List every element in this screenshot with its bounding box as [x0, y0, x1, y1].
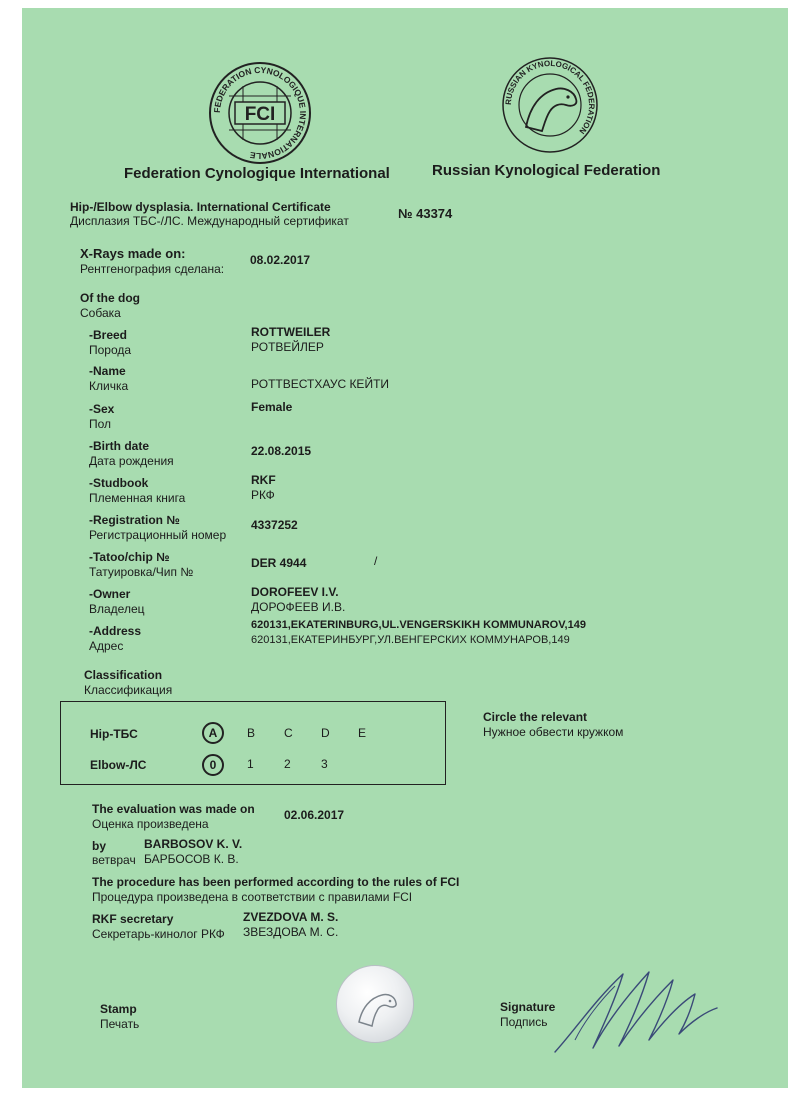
sex-label-en: -Sex — [89, 402, 115, 416]
elbow-grade-0-circled: 0 — [202, 754, 224, 776]
studbook-label-en: -Studbook — [89, 476, 149, 490]
xray-date: 08.02.2017 — [250, 253, 311, 267]
fci-logo-text: FCI — [244, 104, 276, 125]
secretary-name-en: ZVEZDOVA M. S. — [243, 910, 339, 924]
xray-label-ru: Рентгенография сделана: — [80, 262, 225, 276]
procedure-ru: Процедура произведена в соответствии с правилами FCI — [92, 890, 413, 904]
fci-logo-icon — [205, 58, 315, 168]
hip-grade-b: B — [247, 726, 256, 740]
address-value-en: 620131,EKATERINBURG,UL.VENGERSKIKH KOMMUNAROV,149 — [251, 619, 586, 631]
address-label-ru: Адрес — [89, 639, 124, 653]
stamp-label-ru: Печать — [100, 1017, 140, 1031]
hip-grade-a-circled: A — [202, 722, 224, 744]
registration-value: 4337252 — [251, 518, 298, 532]
elbow-grade-1: 1 — [247, 757, 254, 771]
birth-value: 22.08.2015 — [251, 444, 312, 458]
evaluation-date: 02.06.2017 — [284, 808, 345, 822]
sex-value: Female — [251, 400, 293, 414]
chip-value: DER 4944 — [251, 556, 307, 570]
breed-value-ru: РОТВЕЙЛЕР — [251, 340, 324, 354]
secretary-name-ru: ЗВЕЗДОВА М. С. — [243, 925, 339, 939]
owner-label-en: -Owner — [89, 587, 131, 601]
rkf-name: Russian Kynological Federation — [432, 162, 661, 179]
fci-name: Federation Cynologique International — [124, 165, 390, 182]
certificate-number: № 43374 — [398, 206, 453, 221]
classification-ru: Классификация — [84, 683, 173, 697]
hologram-dog-icon — [337, 966, 413, 1042]
evaluation-label-ru: Оценка произведена — [92, 817, 209, 831]
title-ru: Дисплазия ТБС-/ЛС. Международный сертификат — [70, 214, 349, 228]
classification-box — [60, 701, 446, 785]
registration-label-ru: Регистрационный номер — [89, 528, 227, 542]
stamp-label-en: Stamp — [100, 1002, 137, 1016]
chip-slash: / — [374, 554, 378, 568]
name-value: РОТТВЕСТХАУС КЕЙТИ — [251, 377, 390, 391]
elbow-label: Elbow-ЛС — [90, 758, 147, 772]
dog-section-ru: Собака — [80, 306, 121, 320]
elbow-grade-2: 2 — [284, 757, 291, 771]
studbook-value-ru: РКФ — [251, 488, 275, 502]
procedure-en: The procedure has been performed according to the rules of FCI — [92, 875, 460, 889]
secretary-label-ru: Секретарь-кинолог РКФ — [92, 927, 225, 941]
classification-en: Classification — [84, 668, 163, 682]
hip-label: Hip-ТБС — [90, 727, 138, 741]
by-label-en: by — [92, 839, 107, 853]
circle-note-ru: Нужное обвести кружком — [483, 725, 624, 739]
circle-note-en: Circle the relevant — [483, 710, 588, 724]
dog-section-en: Of the dog — [80, 291, 140, 305]
studbook-label-ru: Племенная книга — [89, 491, 186, 505]
breed-value-en: ROTTWEILER — [251, 325, 331, 339]
registration-label-en: -Registration № — [89, 513, 180, 527]
xray-label-en: X-Rays made on: — [80, 246, 186, 261]
hip-grade-d: D — [321, 726, 330, 740]
owner-value-en: DOROFEEV I.V. — [251, 585, 339, 599]
hologram-seal — [336, 965, 414, 1043]
owner-value-ru: ДОРОФЕЕВ И.В. — [251, 600, 346, 614]
by-label-ru: ветврач — [92, 853, 136, 867]
breed-label-ru: Порода — [89, 343, 132, 357]
handwritten-signature-icon — [545, 960, 725, 1060]
owner-label-ru: Владелец — [89, 602, 145, 616]
rkf-ring-text: RUSSIAN KYNOLOGICAL FEDERATION — [503, 58, 597, 136]
studbook-value-en: RKF — [251, 473, 276, 487]
birth-label-en: -Birth date — [89, 439, 149, 453]
vet-name-ru: БАРБОСОВ К. В. — [144, 852, 239, 866]
secretary-label-en: RKF secretary — [92, 912, 174, 926]
name-label-en: -Name — [89, 364, 126, 378]
name-label-ru: Кличка — [89, 379, 129, 393]
signature-label-en: Signature — [500, 1000, 556, 1014]
birth-label-ru: Дата рождения — [89, 454, 174, 468]
rkf-logo-icon — [492, 55, 608, 155]
title-en: Hip-/Elbow dysplasia. International Certificate — [70, 200, 331, 214]
hip-grade-c: C — [284, 726, 293, 740]
chip-label-en: -Tatoo/chip № — [89, 550, 170, 564]
vet-name-en: BARBOSOV K. V. — [144, 837, 243, 851]
address-label-en: -Address — [89, 624, 142, 638]
elbow-grade-3: 3 — [321, 757, 328, 771]
address-value-ru: 620131,ЕКАТЕРИНБУРГ,УЛ.ВЕНГЕРСКИХ КОММУНАРОВ,149 — [251, 634, 570, 646]
chip-label-ru: Татуировка/Чип № — [89, 565, 194, 579]
hip-grade-e: E — [358, 726, 367, 740]
fci-ring-text: FEDERATION CYNOLOGIQUE INTERNATIONALE — [211, 64, 309, 162]
sex-label-ru: Пол — [89, 417, 112, 431]
breed-label-en: -Breed — [89, 328, 128, 342]
signature-label-ru: Подпись — [500, 1015, 548, 1029]
evaluation-label-en: The evaluation was made on — [92, 802, 255, 816]
